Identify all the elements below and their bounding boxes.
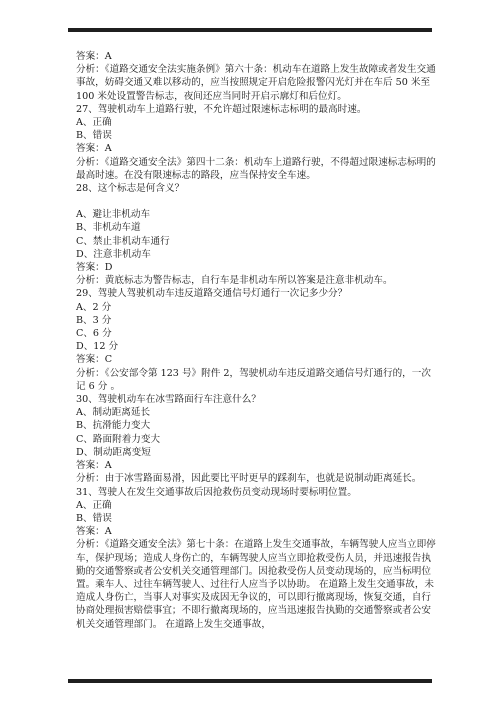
text-line: B、错误 (76, 512, 112, 524)
text-line: C、禁止非机动车通行 (76, 235, 170, 247)
text-line: 分析：黄底标志为警告标志，自行车是非机动车所以答案是注意非机动车。 (76, 275, 393, 287)
text-line: 答案：A (76, 526, 112, 538)
text-line: A、2 分 (76, 301, 112, 313)
text-line: 分析：《道路交通安全法》第七十条：在道路上发生交通事故，车辆驾驶人应当立即停车，保护现场；造成人身伤亡的，车辆驾驶人应当立即抢救受伤人员，并迅速报告执勤的交通警察或者公安机关交通管理部门。因抢救受伤人员变动现场的，应当标明位置。乘车人、过往车辆驾驶人、过往行人应当予以协助。 在道路上发生交通事故，未造成人身伤亡，当事人对事实及成因无争议的，可以即行撤离现场，恢复交通，自行协商处理损害赔偿事宜；不即行撤离现场的，应当迅速报告执勤的交通警察或者公安机关交通管理部门。 在道路上发生交通事故， (76, 539, 436, 630)
footer-rule (68, 679, 432, 683)
text-line: 答案：C (76, 354, 113, 366)
text-line: B、3 分 (76, 314, 112, 326)
text-line: 分析：《公安部令第 123 号》附件 2，驾驶机动车违反道路交通信号灯通行的，一次记 6 分 。 (76, 367, 431, 392)
text-line: 答案：A (76, 51, 112, 62)
text-line: A、避让非机动车 (76, 209, 151, 221)
text-line: 28、这个标志是何含义？ (76, 183, 185, 195)
text-line: B、非机动车道 (76, 222, 141, 234)
text-block-2 (76, 208, 438, 631)
text-line: 答案：D (76, 262, 113, 274)
text-line: A、正确 (76, 499, 112, 511)
text-line: 29、驾驶人驾驶机动车违反道路交通信号灯通行一次记多少分？ (76, 288, 348, 300)
text-line: 分析：《道路交通安全法实施条例》第六十条：机动车在道路上发生故障或者发生交通事故，妨碍交通又难以移动的，应当按照规定开启危险报警闪光灯并在车后 50 米至 100 米处设置警告标志，夜间还应当同时开启示廓灯和后位灯。 (76, 64, 436, 102)
text-line: D、注意非机动车 (76, 248, 151, 260)
text-line: B、错误 (76, 130, 112, 142)
header-rule (68, 28, 432, 32)
text-line: 答案：A (76, 143, 112, 155)
text-line: C、路面附着力变大 (76, 433, 161, 445)
text-line: D、12 分 (76, 341, 119, 353)
text-line: 分析：由于冰雪路面易滑，因此要比平时更早的踩刹车，也就是说制动距离延长。 (76, 473, 422, 485)
text-line: A、正确 (76, 117, 112, 129)
page-content (76, 50, 438, 631)
text-line: 答案：A (76, 460, 112, 472)
text-line: B、抗滑能力变大 (76, 420, 151, 432)
text-line: C、6 分 (76, 328, 112, 340)
text-line: 31、驾驶人在发生交通事故后因抢救伤员变动现场时要标明位置。 (76, 486, 357, 498)
text-line: 分析：《道路交通安全法》第四十二条：机动车上道路行驶，不得超过限速标志标明的最高时速。在没有限速标志的路段，应当保持安全车速。 (76, 156, 436, 181)
text-block-1 (76, 50, 438, 195)
text-line: D、制动距离变短 (76, 446, 151, 458)
text-line: 30、驾驶机动车在冰雪路面行车注意什么？ (76, 394, 261, 406)
text-line: A、制动距离延长 (76, 407, 151, 419)
text-line: 27、驾驶机动车上道路行驶，不允许超过限速标志标明的最高时速。 (76, 103, 367, 115)
